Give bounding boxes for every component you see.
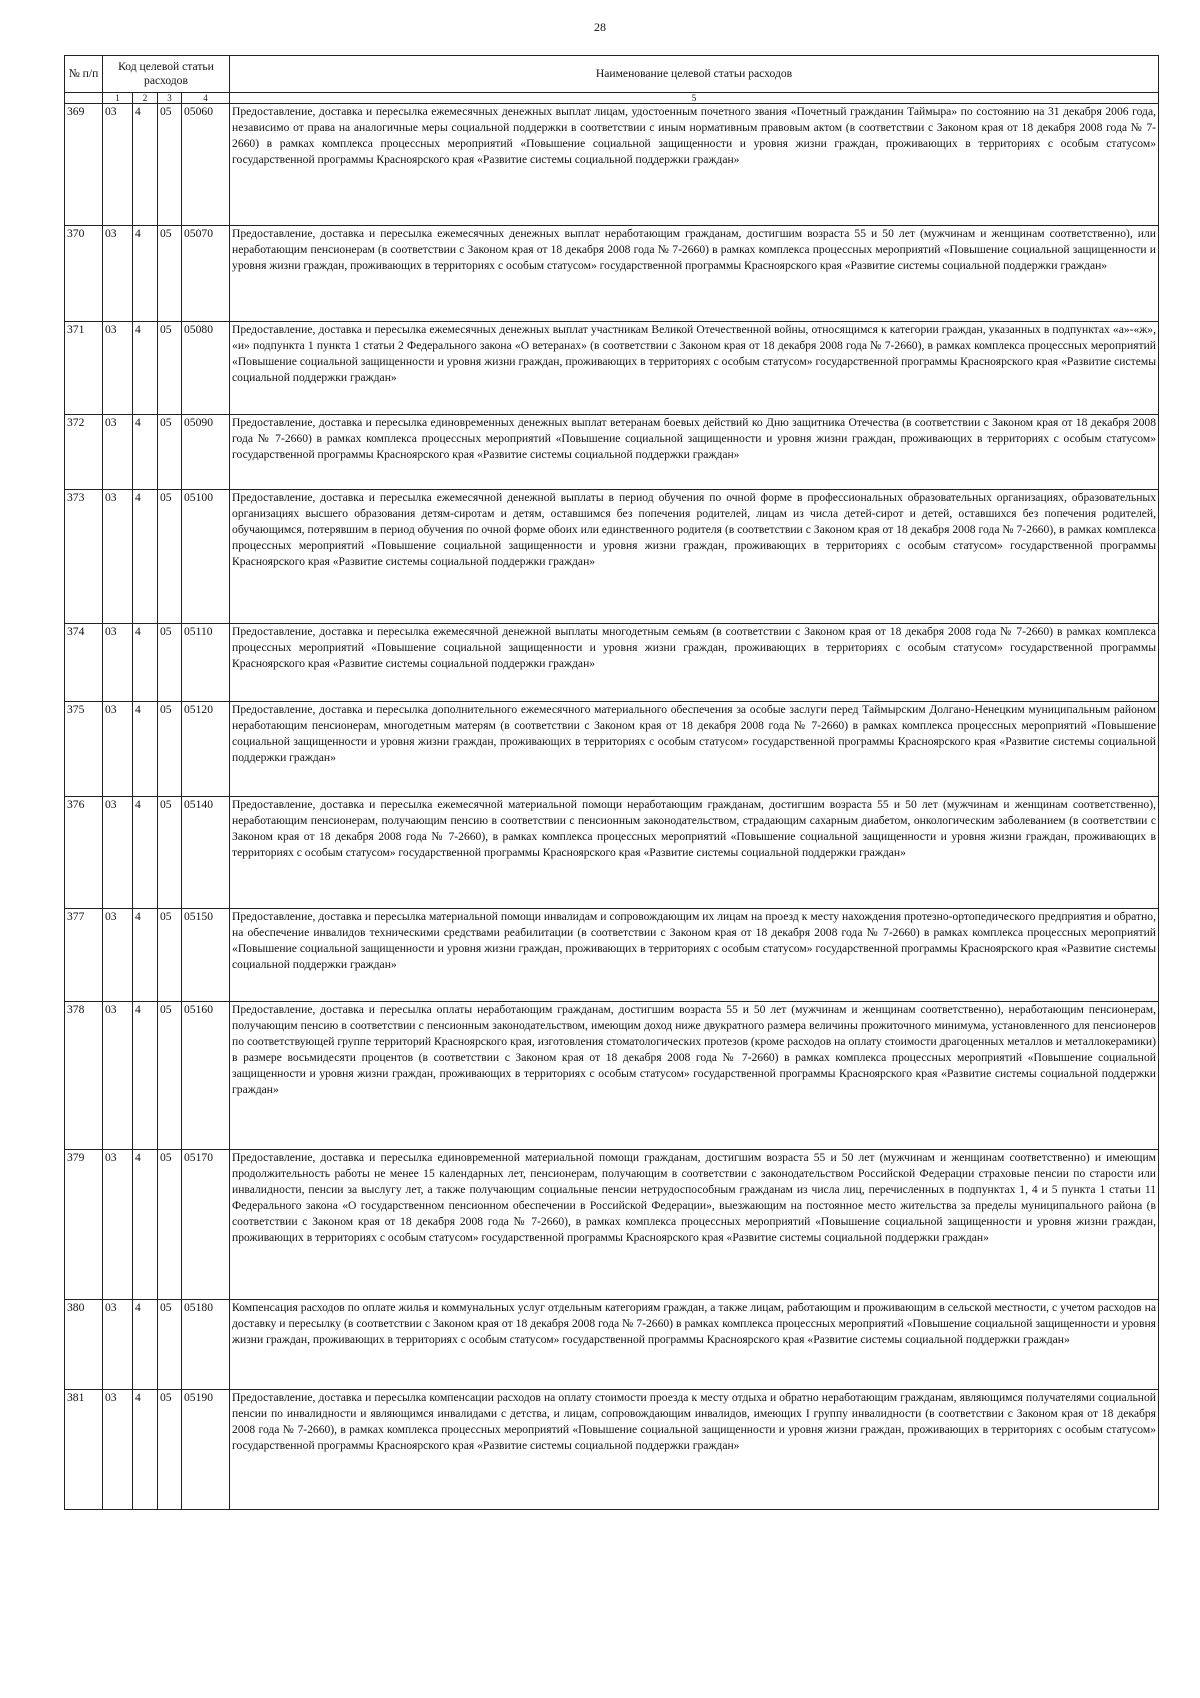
row-number: 372 bbox=[65, 415, 103, 490]
table-row bbox=[65, 415, 1159, 490]
row-number: 370 bbox=[65, 226, 103, 322]
code-part-2: 4 bbox=[133, 1390, 158, 1510]
code-part-4: 05110 bbox=[182, 624, 230, 702]
table-row bbox=[65, 909, 1159, 1002]
header-number: № п/п bbox=[65, 56, 103, 93]
code-part-1: 03 bbox=[103, 797, 133, 909]
code-part-1: 03 bbox=[103, 1390, 133, 1510]
code-part-1: 03 bbox=[103, 104, 133, 226]
code-part-1: 03 bbox=[103, 415, 133, 490]
code-part-1: 03 bbox=[103, 1300, 133, 1390]
code-part-1: 03 bbox=[103, 624, 133, 702]
code-part-4: 05170 bbox=[182, 1150, 230, 1300]
code-part-4: 05120 bbox=[182, 702, 230, 797]
row-description: Предоставление, доставка и пересылка оплаты неработающим гражданам, достигшим возраста 55 и 50 лет (мужчинам и женщинам соответственно), неработающим пенсионерам, получающим пенсию в соответствии с пенсионным законодательством, имеющим доход ниже двукратного размера величины прожиточного минимума, установленного для пенсионеров по соответствующей группе территорий Красноярского края, изготовления стоматологических протезов (кроме расходов на оплату стоимости драгоценных металлов и металлокерамики) в размере восьмидесяти процентов (в соответствии с Законом края от 18 декабря 2008 года № 7-2660) в рамках комплекса процессных мероприятий «Повышение социальной защищенности и уровня жизни граждан, проживающих в территориях с особым статусом» государственной программы Красноярского края «Развитие системы социальной поддержки граждан» bbox=[230, 1002, 1159, 1150]
row-description: Предоставление, доставка и пересылка ежемесячной материальной помощи неработающим гражданам, достигшим возраста 55 и 50 лет (мужчинам и женщинам соответственно), неработающим пенсионерам, получающим пенсию в соответствии с пенсионным законодательством, страдающим сахарным диабетом, онкологическим заболеванием (в соответствии с Законом края от 18 декабря 2008 года № 7-2660), в рамках комплекса процессных мероприятий «Повышение социальной защищенности и уровня жизни граждан, проживающих в территориях с особым статусом» государственной программы Красноярского края «Развитие системы социальной поддержки граждан» bbox=[230, 797, 1159, 909]
code-part-2: 4 bbox=[133, 1300, 158, 1390]
code-part-3: 05 bbox=[158, 226, 182, 322]
subheader-5: 5 bbox=[230, 93, 1159, 104]
code-part-3: 05 bbox=[158, 702, 182, 797]
code-part-2: 4 bbox=[133, 797, 158, 909]
code-part-4: 05080 bbox=[182, 322, 230, 415]
table-row bbox=[65, 624, 1159, 702]
row-description: Предоставление, доставка и пересылка компенсации расходов на оплату стоимости проезда к месту отдыха и обратно неработающим гражданам, являющимся получателями социальной пенсии по инвалидности и являющимся инвалидами с детства, и лицам, сопровождающим инвалидов, имеющих I группу инвалидности (в соответствии с Законом края от 18 декабря 2008 года № 7-2660), в рамках комплекса процессных мероприятий «Повышение социальной защищенности и уровня жизни граждан, проживающих в территориях с особым статусом» государственной программы Красноярского края «Развитие системы социальной поддержки граждан» bbox=[230, 1390, 1159, 1510]
row-number: 376 bbox=[65, 797, 103, 909]
row-number: 375 bbox=[65, 702, 103, 797]
row-description: Предоставление, доставка и пересылка дополнительного ежемесячного материального обеспечения за особые заслуги перед Таймырским Долгано-Ненецким муниципальным районом неработающим пенсионерам, многодетным матерям (в соответствии с Законом края от 18 декабря 2008 года № 7-2660) в рамках комплекса процессных мероприятий «Повышение социальной защищенности и уровня жизни граждан, проживающих в территориях с особым статусом» государственной программы Красноярского края «Развитие системы социальной поддержки граждан» bbox=[230, 702, 1159, 797]
code-part-4: 05070 bbox=[182, 226, 230, 322]
code-part-3: 05 bbox=[158, 1150, 182, 1300]
code-part-4: 05150 bbox=[182, 909, 230, 1002]
page-number: 28 bbox=[594, 20, 606, 34]
code-part-3: 05 bbox=[158, 1002, 182, 1150]
subheader-1: 1 bbox=[103, 93, 133, 104]
subheader-3: 3 bbox=[158, 93, 182, 104]
code-part-1: 03 bbox=[103, 490, 133, 624]
code-part-2: 4 bbox=[133, 226, 158, 322]
code-part-4: 05060 bbox=[182, 104, 230, 226]
code-part-4: 05100 bbox=[182, 490, 230, 624]
table-row bbox=[65, 702, 1159, 797]
header-code: Код целевой статьи расходов bbox=[103, 56, 230, 93]
code-part-1: 03 bbox=[103, 322, 133, 415]
table-row bbox=[65, 322, 1159, 415]
table-row bbox=[65, 104, 1159, 226]
subheader-4: 4 bbox=[182, 93, 230, 104]
code-part-1: 03 bbox=[103, 702, 133, 797]
table-row bbox=[65, 1300, 1159, 1390]
table-row bbox=[65, 797, 1159, 909]
code-part-2: 4 bbox=[133, 322, 158, 415]
row-number: 371 bbox=[65, 322, 103, 415]
code-part-1: 03 bbox=[103, 1150, 133, 1300]
code-part-2: 4 bbox=[133, 415, 158, 490]
code-part-4: 05090 bbox=[182, 415, 230, 490]
row-description: Предоставление, доставка и пересылка ежемесячных денежных выплат неработающим гражданам, достигшим возраста 55 и 50 лет (мужчинам и женщинам соответственно), или неработающим пенсионерам (в соответствии с Законом края от 18 декабря 2008 года № 7-2660) в рамках комплекса процессных мероприятий «Повышение социальной защищенности и уровня жизни граждан, проживающих в территориях с особым статусом» государственной программы Красноярского края «Развитие системы социальной поддержки граждан» bbox=[230, 226, 1159, 322]
header-name: Наименование целевой статьи расходов bbox=[230, 56, 1159, 93]
code-part-2: 4 bbox=[133, 490, 158, 624]
table-row bbox=[65, 1150, 1159, 1300]
code-part-2: 4 bbox=[133, 1002, 158, 1150]
row-number: 373 bbox=[65, 490, 103, 624]
row-description: Предоставление, доставка и пересылка материальной помощи инвалидам и сопровождающим их лицам на проезд к месту нахождения протезно-ортопедического предприятия и обратно, на обеспечение инвалидов техническими средствами реабилитации (в соответствии с Законом края от 18 декабря 2008 года № 7-2660) в рамках комплекса процессных мероприятий «Повышение социальной защищенности и уровня жизни граждан, проживающих в территориях с особым статусом» государственной программы Красноярского края «Развитие системы социальной поддержки граждан» bbox=[230, 909, 1159, 1002]
code-part-3: 05 bbox=[158, 797, 182, 909]
code-part-2: 4 bbox=[133, 1150, 158, 1300]
code-part-3: 05 bbox=[158, 322, 182, 415]
expense-items-table bbox=[64, 55, 1159, 1510]
code-part-1: 03 bbox=[103, 909, 133, 1002]
row-description: Компенсация расходов по оплате жилья и коммунальных услуг отдельным категориям граждан, а также лицам, работающим и проживающим в сельской местности, с учетом расходов на доставку и пересылку (в соответствии с Законом края от 18 декабря 2008 года № 7-2660) в рамках комплекса процессных мероприятий «Повышение социальной защищенности и уровня жизни граждан, проживающих в территориях с особым статусом» государственной программы Красноярского края «Развитие системы социальной поддержки граждан» bbox=[230, 1300, 1159, 1390]
row-description: Предоставление, доставка и пересылка единовременных денежных выплат ветеранам боевых действий ко Дню защитника Отечества (в соответствии с Законом края от 18 декабря 2008 года № 7-2660) в рамках комплекса процессных мероприятий «Повышение социальной защищенности и уровня жизни граждан, проживающих в территориях с особым статусом» государственной программы Красноярского края «Развитие системы социальной поддержки граждан» bbox=[230, 415, 1159, 490]
table-row bbox=[65, 1002, 1159, 1150]
row-description: Предоставление, доставка и пересылка ежемесячной денежной выплаты в период обучения по очной форме в профессиональных образовательных организациях, образовательных организациях высшего образования детям-сиротам и детям, оставшимся без попечения родителей, лицам из числа детей-сирот и детей, оставшихся без попечения родителей, обучающимся, потерявшим в период обучения по очной форме обоих или единственного родителя (в соответствии с Законом края от 18 декабря 2008 года № 7-2660), в рамках комплекса процессных мероприятий «Повышение социальной защищенности и уровня жизни граждан, проживающих в территориях с особым статусом» государственной программы Красноярского края «Развитие системы социальной поддержки граждан» bbox=[230, 490, 1159, 624]
row-number: 380 bbox=[65, 1300, 103, 1390]
code-part-4: 05160 bbox=[182, 1002, 230, 1150]
code-part-3: 05 bbox=[158, 624, 182, 702]
subheader-2: 2 bbox=[133, 93, 158, 104]
code-part-2: 4 bbox=[133, 909, 158, 1002]
code-part-1: 03 bbox=[103, 226, 133, 322]
row-number: 379 bbox=[65, 1150, 103, 1300]
row-description: Предоставление, доставка и пересылка ежемесячных денежных выплат участникам Великой Отечественной войны, относящимся к категории граждан, указанных в подпунктах «а»-«ж», «и» подпункта 1 пункта 1 статьи 2 Федерального закона «О ветеранах» (в соответствии с Законом края от 18 декабря 2008 года № 7-2660), в рамках комплекса процессных мероприятий «Повышение социальной защищенности и уровня жизни граждан, проживающих в территориях с особым статусом» государственной программы Красноярского края «Развитие системы социальной поддержки граждан» bbox=[230, 322, 1159, 415]
table-row bbox=[65, 226, 1159, 322]
code-part-3: 05 bbox=[158, 1300, 182, 1390]
row-number: 369 bbox=[65, 104, 103, 226]
row-number: 374 bbox=[65, 624, 103, 702]
code-part-2: 4 bbox=[133, 104, 158, 226]
code-part-4: 05180 bbox=[182, 1300, 230, 1390]
row-number: 381 bbox=[65, 1390, 103, 1510]
code-part-2: 4 bbox=[133, 702, 158, 797]
row-number: 377 bbox=[65, 909, 103, 1002]
code-part-4: 05140 bbox=[182, 797, 230, 909]
code-part-1: 03 bbox=[103, 1002, 133, 1150]
code-part-3: 05 bbox=[158, 1390, 182, 1510]
code-part-3: 05 bbox=[158, 104, 182, 226]
code-part-3: 05 bbox=[158, 909, 182, 1002]
row-description: Предоставление, доставка и пересылка ежемесячных денежных выплат лицам, удостоенным почетного звания «Почетный гражданин Таймыра» по состоянию на 31 декабря 2006 года, независимо от права на аналогичные меры социальной поддержки в соответствии с иным нормативным правовым актом (в соответствии с Законом края от 18 декабря 2008 года № 7-2660) в рамках комплекса процессных мероприятий «Повышение социальной защищенности и уровня жизни граждан, проживающих в территориях с особым статусом» государственной программы Красноярского края «Развитие системы социальной поддержки граждан» bbox=[230, 104, 1159, 226]
row-number: 378 bbox=[65, 1002, 103, 1150]
code-part-4: 05190 bbox=[182, 1390, 230, 1510]
row-description: Предоставление, доставка и пересылка единовременной материальной помощи гражданам, достигшим возраста 55 и 50 лет (мужчинам и женщинам соответственно) и имеющим продолжительность работы не менее 15 календарных лет, пенсионерам, получающим в соответствии с законодательством Российской Федерации страховые пенсии по старости или инвалидности, пенсии за выслугу лет, а также получающим социальные пенсии нетрудоспособным гражданам из числа лиц, перечисленных в подпунктах 1, 4 и 5 пункта 1 статьи 11 Федерального закона «О государственном пенсионном обеспечении в Российской Федерации», выезжающим на постоянное место жительства за пределы муниципального района (в соответствии с Законом края от 18 декабря 2008 года № 7-2660), в рамках комплекса процессных мероприятий «Повышение социальной защищенности и уровня жизни граждан, проживающих в территориях с особым статусом» государственной программы Красноярского края «Развитие системы социальной поддержки граждан» bbox=[230, 1150, 1159, 1300]
code-part-3: 05 bbox=[158, 490, 182, 624]
table-row bbox=[65, 1390, 1159, 1510]
row-description: Предоставление, доставка и пересылка ежемесячной денежной выплаты многодетным семьям (в соответствии с Законом края от 18 декабря 2008 года № 7-2660) в рамках комплекса процессных мероприятий «Повышение социальной защищенности и уровня жизни граждан, проживающих в территориях с особым статусом» государственной программы Красноярского края «Развитие системы социальной поддержки граждан» bbox=[230, 624, 1159, 702]
code-part-3: 05 bbox=[158, 415, 182, 490]
subheader-blank bbox=[65, 93, 103, 104]
table-row bbox=[65, 490, 1159, 624]
code-part-2: 4 bbox=[133, 624, 158, 702]
